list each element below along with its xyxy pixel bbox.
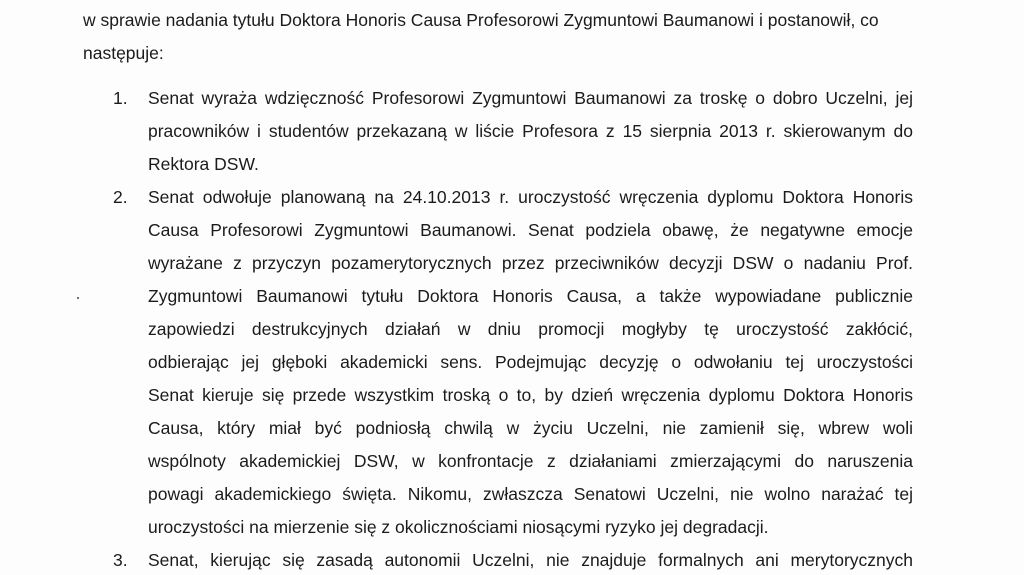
text-line: Senat kieruje się przede wszystkim troską o to, by dzień wręczenia dyplomu Doktora Honoris xyxy=(148,385,913,405)
list-item-number: 2. xyxy=(113,187,128,207)
text-line: Causa, który miał być podniosłą chwilą w życiu Uczelni, nie zamienił się, wbrew woli xyxy=(148,418,913,438)
text-line: Senat wyraża wdzięczność Profesorowi Zygmuntowi Baumanowi za troskę o dobro Uczelni, jej xyxy=(148,88,913,108)
scan-speck xyxy=(77,297,79,299)
text-line: pracowników i studentów przekazaną w liście Profesora z 15 sierpnia 2013 r. skierowanym do xyxy=(148,121,913,141)
intro-line: w sprawie nadania tytułu Doktora Honoris Causa Profesorowi Zygmuntowi Baumanowi i postanowił, co xyxy=(83,10,879,30)
intro-paragraph xyxy=(83,4,963,70)
text-line: Zygmuntowi Baumanowi tytułu Doktora Honoris Causa, a także wypowiadane publicznie xyxy=(148,286,913,306)
text-line: Senat, kierując się zasadą autonomii Uczelni, nie znajduje formalnych ani merytorycznych xyxy=(148,550,913,570)
list-item-body xyxy=(148,82,913,181)
text-line: uroczystości na mierzenie się z okolicznościami niosącymi ryzyko jej degradacji. xyxy=(148,517,769,537)
list-item-number: 3. xyxy=(113,550,128,570)
text-line: zapowiedzi destrukcyjnych działań w dniu promocji mogłyby tę uroczystość zakłócić, xyxy=(148,319,913,339)
list-item-body xyxy=(148,544,913,575)
text-line: odbierając jej głęboki akademicki sens. Podejmując decyzję o odwołaniu tej uroczystości xyxy=(148,352,913,372)
list-item-number: 1. xyxy=(113,88,128,108)
text-line: Rektora DSW. xyxy=(148,154,259,174)
text-line: powagi akademickiego święta. Nikomu, zwłaszcza Senatowi Uczelni, nie wolno narażać tej xyxy=(148,484,913,504)
text-line: Senat odwołuje planowaną na 24.10.2013 r. uroczystość wręczenia dyplomu Doktora Honoris xyxy=(148,187,913,207)
text-line: Causa Profesorowi Zygmuntowi Baumanowi. Senat podziela obawę, że negatywne emocje xyxy=(148,220,913,240)
text-line: wspólnoty akademickiej DSW, w konfrontacje z działaniami zmierzającymi do naruszenia xyxy=(148,451,913,471)
intro-line: następuje: xyxy=(83,43,164,63)
text-line: wyrażane z przyczyn pozamerytorycznych przez przeciwników decyzji DSW o nadaniu Prof. xyxy=(148,253,913,273)
list-item-body xyxy=(148,181,913,544)
